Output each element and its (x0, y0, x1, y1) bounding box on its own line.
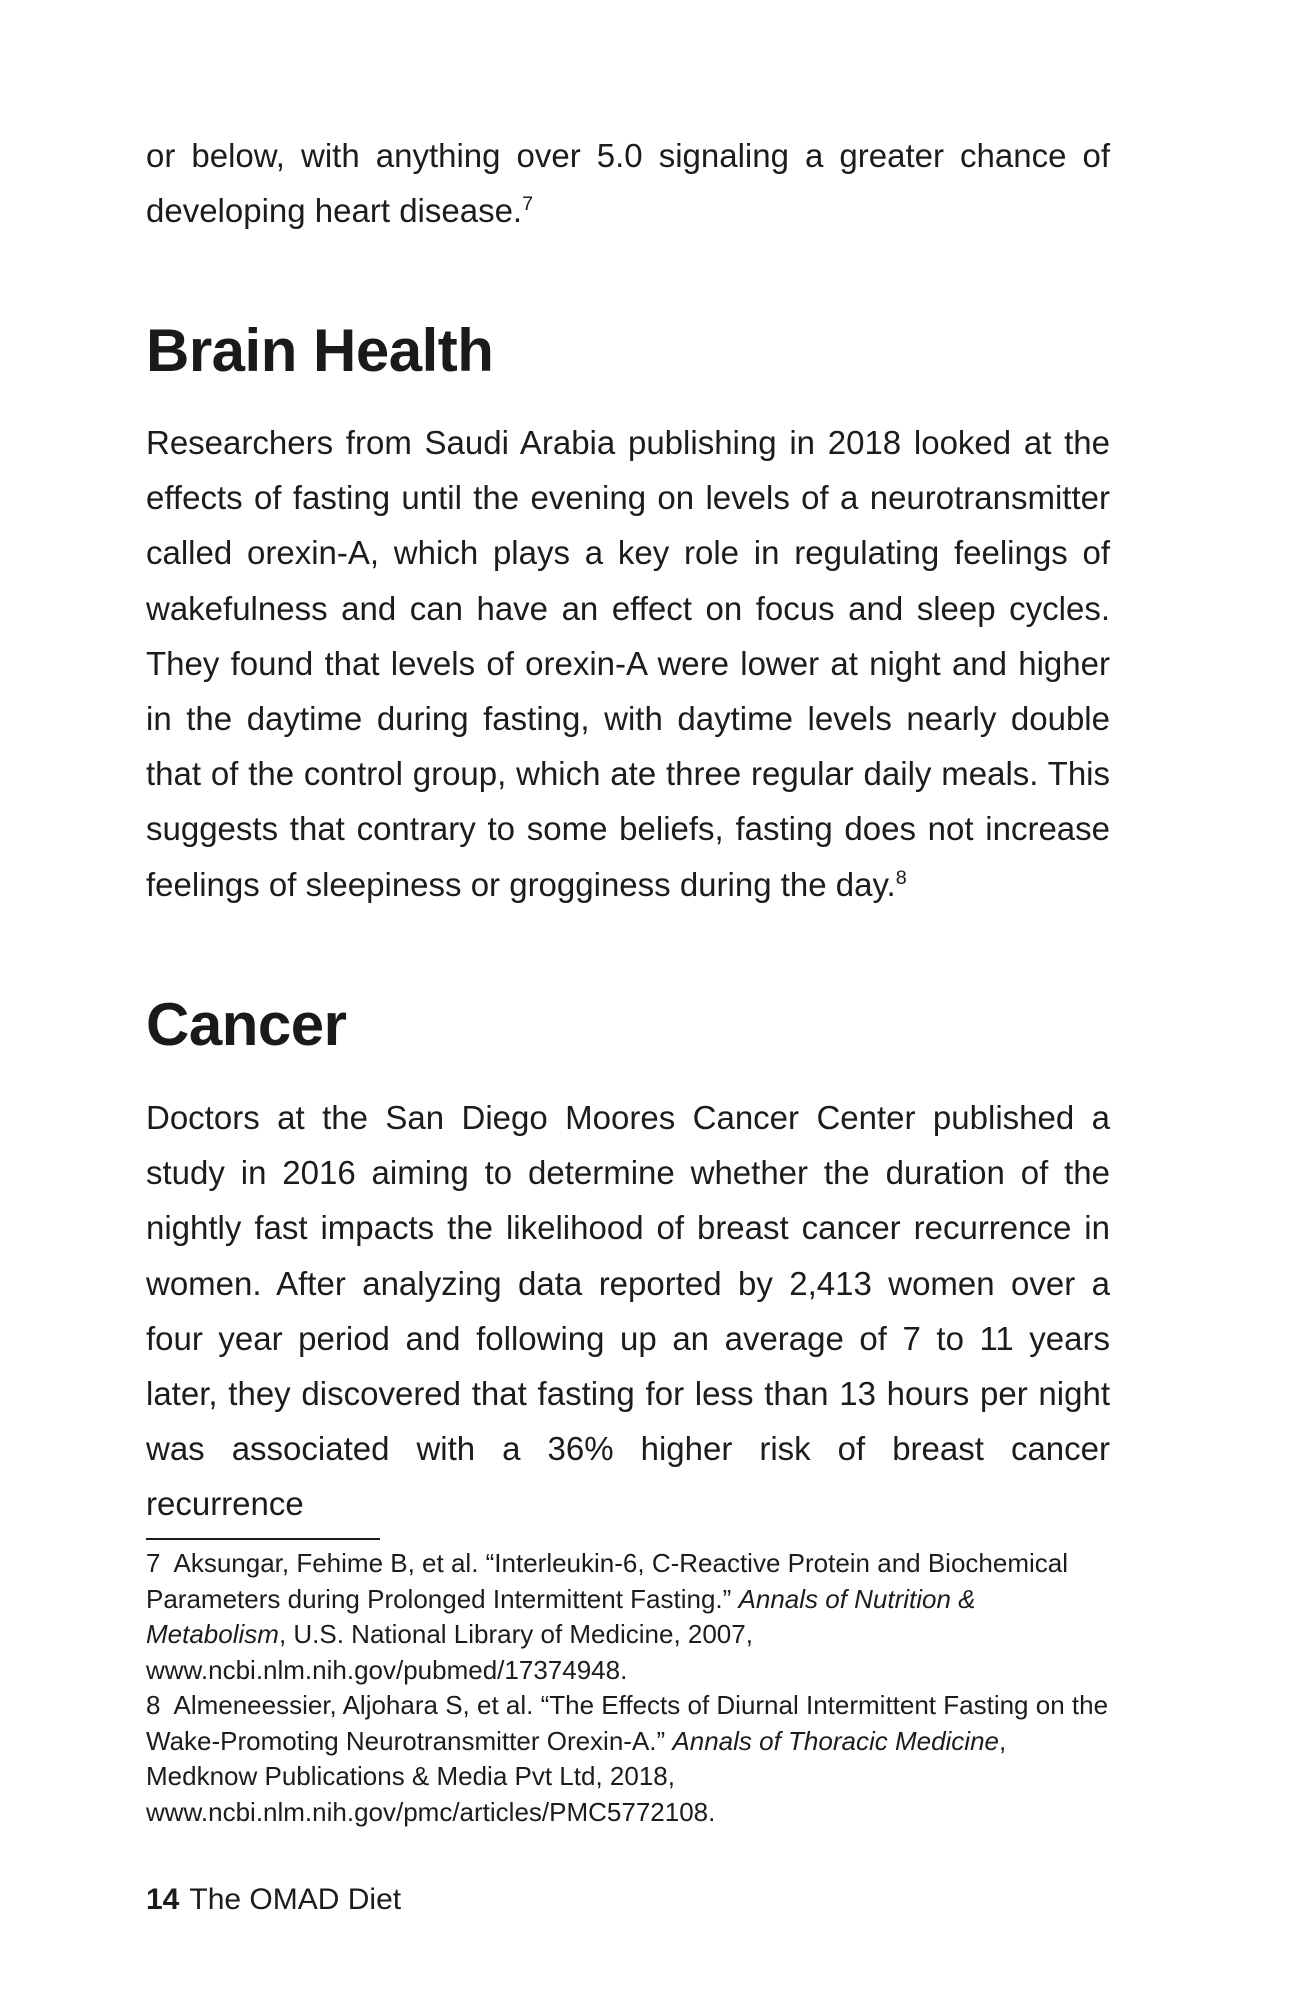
footnote-citation: Almeneessier, Aljohara S, et al. “The Effects of Diurnal Intermittent Fasting on the Wake-Promoting Neurotransmitter Orexin-A.” (146, 1690, 1109, 1756)
footnote-source: , U.S. National Library of Medicine, 2007, www.ncbi.nlm.nih.gov/pubmed/17374948. (146, 1619, 753, 1685)
footnote-ref-8: 8 (895, 866, 907, 889)
footnote-citation: Aksungar, Fehime B, et al. “Interleukin-6, C-Reactive Protein and Biochemical Parameters during Prolonged Intermittent Fasting.” (146, 1548, 1069, 1614)
footnote-7 (146, 1546, 1110, 1688)
book-title: The OMAD Diet (189, 1883, 402, 1916)
cancer-paragraph (146, 1090, 1110, 1532)
page-footer (146, 1880, 401, 1920)
footnotes (146, 1546, 1110, 1830)
brain-health-text: Researchers from Saudi Arabia publishing in 2018 looked at the effects of fasting until the evening on levels of a neurotransmitter called orexin-A, which plays a key role in regulating feelings of wakefulness and can have an effect on focus and sleep cycles. They found that levels of orexin-A were lower at night and higher in the daytime during fasting, with daytime levels nearly double that of the control group, which ate three regular daily meals. This suggests that contrary to some beliefs, fasting does not increase feelings of sleepiness or grogginess during the day. (146, 424, 1110, 903)
footnote-journal: Annals of Thoracic Medicine (672, 1725, 1000, 1756)
footnote-source: , Medknow Publications & Media Pvt Ltd, 2018, www.ncbi.nlm.nih.gov/pmc/articles/PMC5772108. (146, 1725, 1007, 1827)
section-heading-brain-health: Brain Health (146, 317, 494, 384)
cancer-text: Doctors at the San Diego Moores Cancer Center published a study in 2016 aiming to determine whether the duration of the nightly fast impacts the likelihood of breast cancer recurrence in women. After analyzing data reported by 2,413 women over a four year period and following up an average of 7 to 11 years later, they discovered that fasting for less than 13 hours per night was associated with a 36% higher risk of breast cancer recurrence (146, 1099, 1110, 1523)
footnote-divider (146, 1538, 380, 1540)
footnote-8 (146, 1688, 1110, 1830)
footnote-number: 8 (146, 1690, 161, 1720)
footnote-ref-7: 7 (522, 193, 534, 216)
page-number: 14 (146, 1883, 180, 1916)
intro-paragraph (146, 128, 1110, 238)
brain-health-paragraph (146, 415, 1110, 912)
footnote-journal: Annals of Nutrition & Metabolism (146, 1583, 976, 1649)
section-heading-cancer: Cancer (146, 991, 347, 1058)
intro-text: or below, with anything over 5.0 signaling a greater chance of developing heart disease. (146, 137, 1110, 230)
footnote-number: 7 (146, 1548, 161, 1578)
